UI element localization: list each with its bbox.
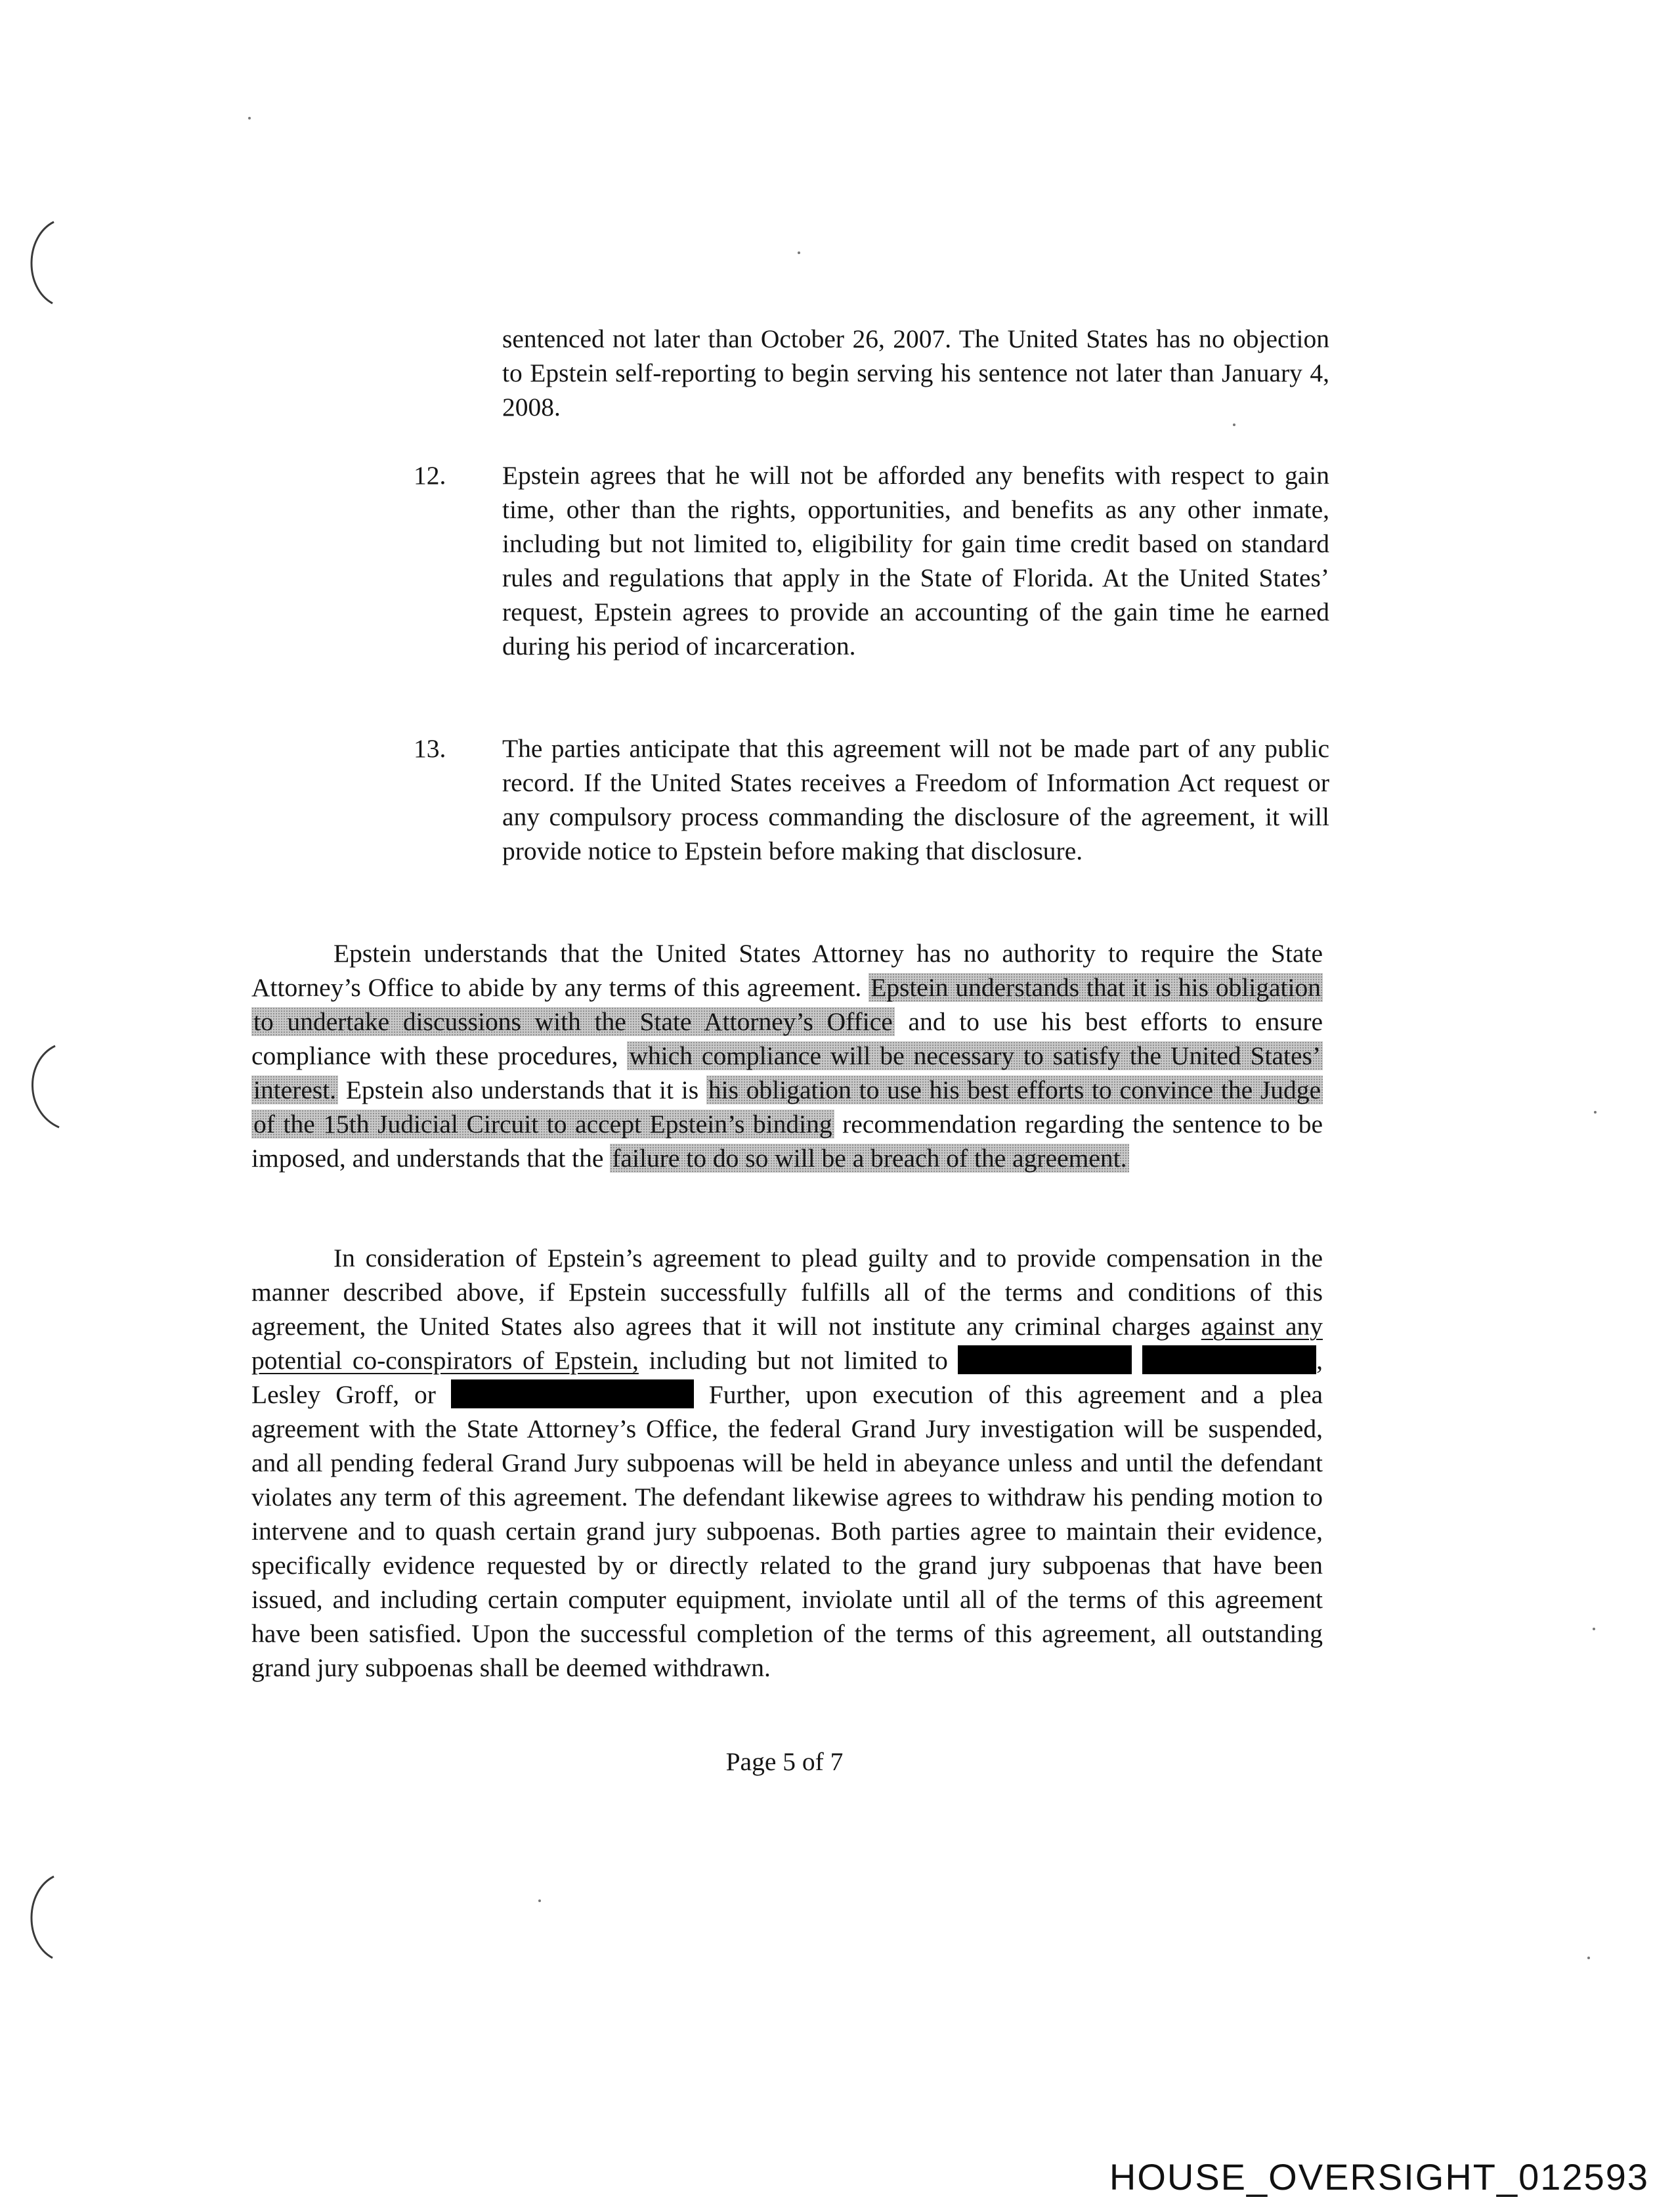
highlighted-text: which compliance will be necessary to satisfy the United States’ interest.: [251, 1041, 1323, 1104]
scan-speck: [248, 117, 251, 119]
item-12-number: 12.: [414, 461, 446, 490]
bates-number: HOUSE_OVERSIGHT_012593: [1109, 2156, 1649, 2198]
highlighted-text: his obligation to use his best efforts to convince the Judge of the 15th Judicial Circuit to accept Epstein’s binding: [251, 1075, 1323, 1139]
paragraph-consideration-text: , Lesley Groff, or: [251, 1346, 1323, 1409]
paragraph-state-attorney: [251, 936, 1323, 1175]
scan-speck: [1593, 1628, 1595, 1630]
paragraph-consideration: [251, 1241, 1323, 1685]
scan-speck: [538, 1899, 541, 1902]
item-12-text: Epstein agrees that he will not be afforded any benefits with respect to gain time, other than the rights, opportunities, and benefits as any other inmate, including but not limited to, eligibility for gain time credit based on standard rules and regulations that apply in the State of Florida. At the United States’ request, Epstein agrees to provide an accounting of the gain time he earned during his period of incarceration.: [502, 461, 1329, 661]
scan-speck: [1594, 1111, 1597, 1114]
punch-hole-mark-bottom: [13, 1871, 85, 1963]
punch-hole-mark-middle: [13, 1041, 85, 1133]
paragraph-state-attorney-sentence: Epstein understands that the United States Attorney has no authority to require the State Attorney’s Office to abide by any terms of this agreement.: [251, 939, 1323, 1002]
paragraph-state-attorney-sentence: Epstein also understands that it is: [345, 1075, 699, 1104]
page-number: Page 5 of 7: [725, 1747, 844, 1776]
paragraph-consideration-text: In consideration of Epstein’s agreement to plead guilty and to provide compensation in the manner described above, if Epstein successfully fulfills all of the terms and conditions of this agreement, the United States also agrees that it will not institute any criminal charges: [251, 1244, 1323, 1341]
paragraph-consideration-text: Further, upon execution of this agreement and a plea agreement with the State Attorney’s Office, the federal Grand Jury investigation will be suspended, and all pending federal Grand Jury subpoenas will be held in abeyance unless and until the defendant violates any term of this agreement. The defendant likewise agrees to withdraw his pending motion to intervene and to quash certain grand jury subpoenas. Both parties agree to maintain their evidence, specifically evidence requested by or directly related to the grand jury subpoenas that have been issued, and including certain computer equipment, inviolate until all of the terms of this agreement have been satisfied. Upon the successful completion of the terms of this agreement, all outstanding grand jury subpoenas shall be deemed withdrawn.: [251, 1380, 1323, 1682]
redaction-block: [958, 1345, 1132, 1374]
item-13-number: 13.: [414, 734, 446, 763]
paragraph-consideration-text: including but not limited to: [649, 1346, 948, 1375]
paragraph-state-attorney-sentence: recommendation regarding the sentence to be imposed, and understands that the: [251, 1110, 1323, 1173]
highlighted-text: failure to do so will be a breach of the agreement.: [610, 1144, 1128, 1173]
scan-speck: [1587, 1957, 1590, 1959]
redaction-block: [1142, 1345, 1316, 1374]
scan-speck: [798, 251, 800, 254]
highlighted-text: Epstein understands that it is his obligation to undertake discussions with the State Attorney’s Office: [251, 973, 1323, 1036]
punch-hole-mark-top: [13, 217, 85, 309]
underlined-text: against any potential co-conspirators of Epstein,: [251, 1312, 1323, 1375]
redaction-block: [451, 1379, 694, 1408]
paragraph-state-attorney-sentence: and to use his best efforts to ensure compliance with these procedures,: [251, 1007, 1323, 1070]
item-11-continuation: sentenced not later than October 26, 2007. The United States has no objection to Epstein self-reporting to begin serving his sentence not later than January 4, 2008.: [502, 324, 1329, 422]
item-13-text: The parties anticipate that this agreement will not be made part of any public record. If the United States receives a Freedom of Information Act request or any compulsory process commanding the disclosure of the agreement, it will provide notice to Epstein before making that disclosure.: [502, 734, 1329, 865]
